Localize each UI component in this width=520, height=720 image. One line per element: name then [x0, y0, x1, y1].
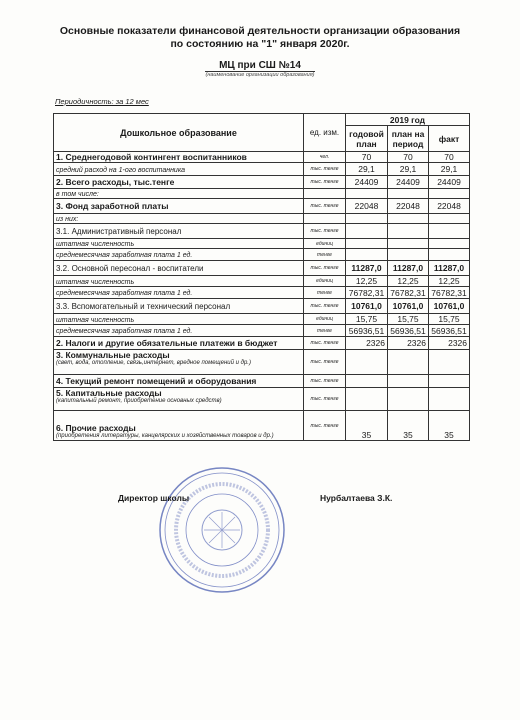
table-row [54, 152, 470, 163]
row-unit: тыс. тенге [304, 199, 346, 214]
row-name [54, 337, 304, 350]
cell-annual: 76782,31 [346, 287, 388, 299]
cell-fact: 56936,51 [429, 325, 470, 337]
row-name [54, 299, 304, 314]
row-name [54, 152, 304, 163]
cell-period: 11287,0 [388, 261, 429, 276]
cell-period [388, 224, 429, 239]
cell-period [388, 189, 429, 199]
cell-fact: 70 [429, 152, 470, 163]
row-subtitle: (свет, вода, отопление, связь,интернет, вредное помещений и др.) [56, 360, 251, 366]
organization-name: МЦ при СШ №14 [219, 60, 301, 71]
table-row [54, 411, 470, 441]
row-unit: тыс. тенге [304, 337, 346, 350]
table-row [54, 176, 470, 189]
row-unit: единиц [304, 239, 346, 249]
row-title: в том числе: [56, 191, 99, 198]
cell-fact: 12,25 [429, 276, 470, 287]
cell-period: 56936,51 [388, 325, 429, 337]
row-name [54, 214, 304, 224]
cell-period: 35 [388, 411, 429, 441]
row-unit: тыс. тенге [304, 224, 346, 239]
cell-fact: 22048 [429, 199, 470, 214]
row-title: 5. Капитальные расходы [56, 388, 162, 398]
cell-period: 10761,0 [388, 299, 429, 314]
row-title: 2. Всего расходы, тыс.тенге [56, 177, 175, 187]
cell-fact: 24409 [429, 176, 470, 189]
row-title: среднемесячная заработная плата 1 ед. [56, 252, 193, 259]
cell-fact: 76782,31 [429, 287, 470, 299]
cell-annual: 24409 [346, 176, 388, 189]
cell-fact: 2326 [429, 337, 470, 350]
unit-header: ед. изм. [304, 114, 346, 152]
table-row [54, 337, 470, 350]
row-unit: тыс. тенге [304, 163, 346, 176]
cell-annual [346, 224, 388, 239]
cell-period: 70 [388, 152, 429, 163]
cell-annual: 35 [346, 411, 388, 441]
cell-fact [429, 350, 470, 375]
document-title-line2: по состоянию на "1" января 2020г. [170, 38, 350, 50]
fact-header: факт [429, 126, 470, 152]
cell-annual [346, 189, 388, 199]
row-name [54, 411, 304, 441]
row-title: 3.3. Вспомогательный и технический персонал [56, 301, 231, 311]
row-title: 1. Среднегодовой контингент воспитанников [56, 152, 247, 162]
director-name: Нурбалтаева З.К. [320, 493, 393, 503]
cell-period [388, 350, 429, 375]
cell-period: 76782,31 [388, 287, 429, 299]
row-title: 4. Текущий ремонт помещений и оборудования [56, 376, 257, 386]
row-unit: единиц [304, 276, 346, 287]
cell-period: 24409 [388, 176, 429, 189]
cell-period: 22048 [388, 199, 429, 214]
row-title: из них: [56, 216, 79, 223]
table-row [54, 163, 470, 176]
cell-fact: 11287,0 [429, 261, 470, 276]
table-row [54, 249, 470, 261]
cell-annual: 22048 [346, 199, 388, 214]
row-name [54, 325, 304, 337]
row-unit: тенге [304, 287, 346, 299]
table-row [54, 314, 470, 325]
table-row [54, 224, 470, 239]
row-unit: тыс. тенге [304, 261, 346, 276]
cell-fact [429, 224, 470, 239]
row-unit: тенге [304, 249, 346, 261]
row-subtitle: (приобретения литературы, канцелярских и хозяйственных товаров и др.) [56, 433, 274, 439]
row-title: 2. Налоги и другие обязательные платежи в бюджет [56, 338, 278, 348]
section-header: Дошкольное образование [54, 114, 304, 152]
table-row [54, 388, 470, 411]
row-unit: единиц [304, 314, 346, 325]
document-title-line1: Основные показатели финансовой деятельности организации образования [59, 25, 461, 37]
cell-annual [346, 239, 388, 249]
row-name [54, 287, 304, 299]
cell-annual [346, 214, 388, 224]
table-row [54, 261, 470, 276]
cell-annual: 56936,51 [346, 325, 388, 337]
row-unit [304, 189, 346, 199]
cell-annual: 29,1 [346, 163, 388, 176]
cell-fact [429, 239, 470, 249]
row-unit: тыс. тенге [304, 375, 346, 388]
cell-annual [346, 388, 388, 411]
table-row [54, 299, 470, 314]
cell-period [388, 388, 429, 411]
row-title: штатная численность [56, 241, 135, 248]
table-row [54, 239, 470, 249]
row-title: средний расход на 1-ого воспитанника [56, 166, 186, 174]
row-name [54, 388, 304, 411]
cell-fact [429, 388, 470, 411]
cell-period [388, 249, 429, 261]
table-row [54, 325, 470, 337]
row-title: 6. Прочие расходы [56, 423, 136, 433]
row-name [54, 189, 304, 199]
cell-annual [346, 375, 388, 388]
cell-annual [346, 249, 388, 261]
director-label: Директор школы [118, 493, 190, 503]
row-unit: тыс. тенге [304, 350, 346, 375]
table-row [54, 199, 470, 214]
row-unit [304, 214, 346, 224]
cell-fact: 10761,0 [429, 299, 470, 314]
row-name [54, 350, 304, 375]
cell-period [388, 375, 429, 388]
cell-annual [346, 350, 388, 375]
row-subtitle: (капитальный ремонт, приобретение основных средств) [56, 398, 222, 404]
row-title: штатная численность [56, 278, 135, 286]
cell-period: 2326 [388, 337, 429, 350]
table-row [54, 276, 470, 287]
cell-fact: 15,75 [429, 314, 470, 325]
row-title: 3. Фонд заработной платы [56, 201, 169, 211]
period-plan-header: план на период [388, 126, 429, 152]
official-stamp [157, 465, 287, 595]
cell-fact: 35 [429, 411, 470, 441]
row-title: среднемесячная заработная плата 1 ед. [56, 328, 193, 335]
table-row [54, 287, 470, 299]
cell-fact [429, 214, 470, 224]
cell-period: 12,25 [388, 276, 429, 287]
cell-annual: 10761,0 [346, 299, 388, 314]
row-title: 3.2. Основной пересонал - воспитатели [56, 263, 204, 273]
row-name [54, 224, 304, 239]
periodicity-label: Периодичность: за 12 мес [55, 97, 149, 106]
row-unit: чел. [304, 152, 346, 163]
cell-period [388, 239, 429, 249]
cell-fact [429, 375, 470, 388]
cell-annual: 70 [346, 152, 388, 163]
row-name [54, 249, 304, 261]
row-title: штатная численность [56, 316, 135, 324]
organization-note: (наименование организации образования) [205, 72, 315, 78]
cell-annual: 15,75 [346, 314, 388, 325]
row-unit: тыс. тенге [304, 299, 346, 314]
row-name [54, 276, 304, 287]
cell-annual: 2326 [346, 337, 388, 350]
row-title: 3.1. Административный персонал [56, 226, 182, 236]
row-unit: тыс. тенге [304, 176, 346, 189]
financial-indicators-table [53, 113, 470, 441]
cell-annual: 12,25 [346, 276, 388, 287]
row-name [54, 176, 304, 189]
row-name [54, 375, 304, 388]
cell-period [388, 214, 429, 224]
annual-plan-header: годовой план [346, 126, 388, 152]
year-header: 2019 год [346, 114, 470, 126]
table-row [54, 214, 470, 224]
row-unit: тыс. тенге [304, 388, 346, 411]
row-name [54, 163, 304, 176]
row-unit: тыс. тенге [304, 411, 346, 441]
cell-annual: 11287,0 [346, 261, 388, 276]
cell-fact [429, 189, 470, 199]
cell-fact: 29,1 [429, 163, 470, 176]
cell-period: 15,75 [388, 314, 429, 325]
row-name [54, 199, 304, 214]
table-row [54, 350, 470, 375]
row-name [54, 314, 304, 325]
cell-fact [429, 249, 470, 261]
row-unit: тенге [304, 325, 346, 337]
cell-period: 29,1 [388, 163, 429, 176]
row-name [54, 261, 304, 276]
row-title: 3. Коммунальные расходы [56, 350, 170, 360]
row-name [54, 239, 304, 249]
row-title: среднемесячная заработная плата 1 ед. [56, 290, 193, 297]
table-row [54, 375, 470, 388]
table-row [54, 189, 470, 199]
